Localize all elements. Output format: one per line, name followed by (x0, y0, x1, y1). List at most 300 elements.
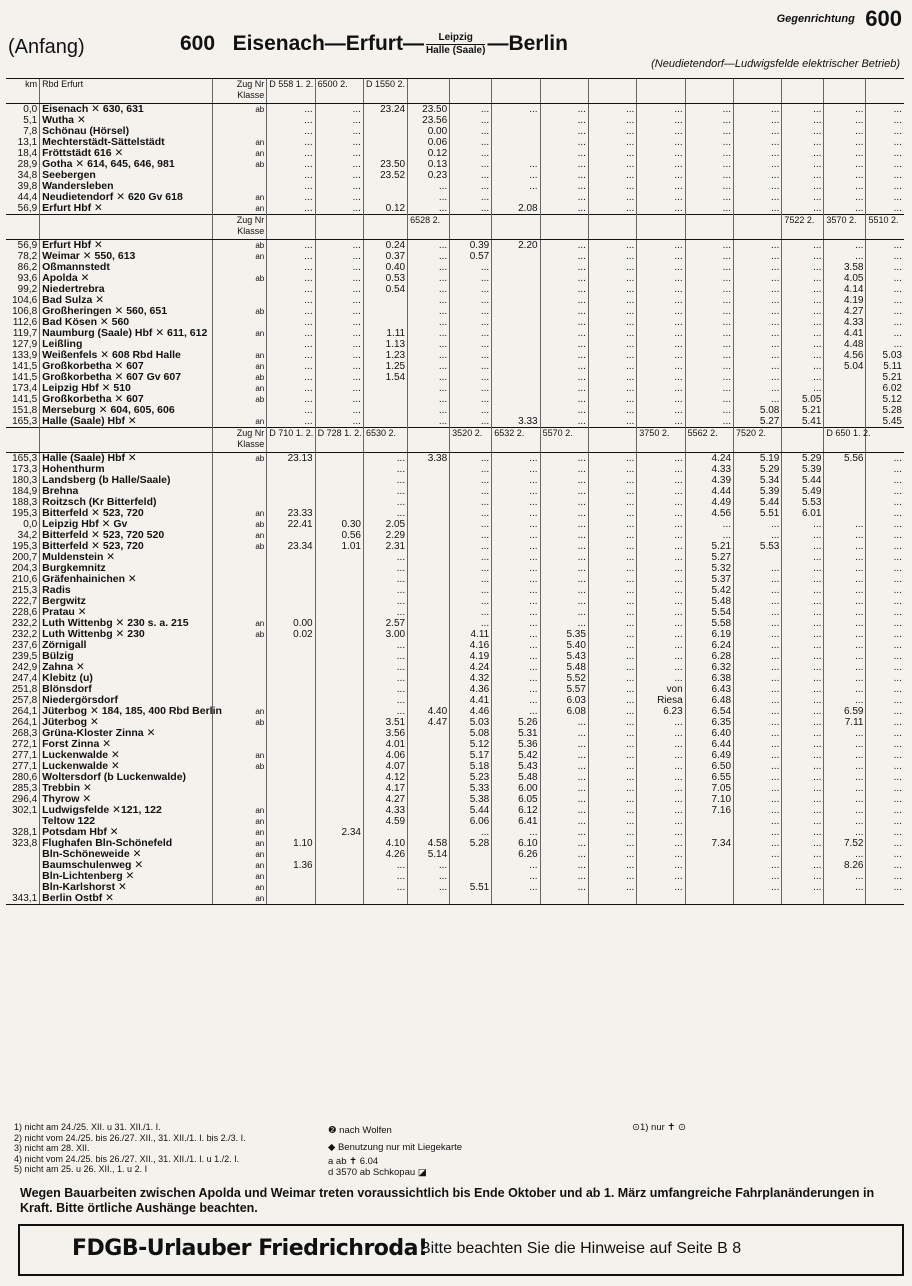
time-cell: ... (540, 574, 588, 585)
km-value: 268,3 (12, 728, 38, 739)
time-cell (824, 405, 866, 416)
time-cell: ... (408, 405, 450, 416)
time-cell (408, 794, 450, 805)
time-cell: ... (824, 126, 866, 137)
time-cell: ... (588, 372, 636, 383)
time-cell: 4.07 (363, 761, 407, 772)
time-cell: 6.01 (782, 508, 824, 519)
time-cell: ... (540, 541, 588, 552)
km-value: 232,2 (12, 618, 38, 629)
station-label: Hohenthurm (42, 463, 105, 475)
timetable-row (6, 203, 904, 215)
time-cell (267, 563, 315, 574)
station-label: Merseburg ✕ 604, 605, 606 (42, 404, 175, 416)
time-cell (363, 405, 407, 416)
km-value: 0,0 (23, 519, 38, 530)
time-cell (408, 816, 450, 827)
time-cell (408, 486, 450, 497)
time-cell: ... (734, 137, 782, 148)
time-cell: ... (637, 284, 685, 295)
time-cell: 7.52 (824, 838, 866, 849)
time-cell: ... (824, 871, 866, 882)
time-cell (824, 893, 866, 905)
time-cell (450, 849, 492, 860)
time-cell: 5.21 (685, 541, 733, 552)
time-cell: ... (866, 497, 904, 508)
time-cell: ... (866, 618, 904, 629)
km-value: 28,9 (17, 159, 38, 170)
time-cell: ... (540, 552, 588, 563)
time-cell: ... (540, 372, 588, 383)
time-cell: ... (782, 339, 824, 350)
time-cell: ... (540, 607, 588, 618)
arr-dep-marker: an (212, 871, 267, 882)
time-cell (267, 827, 315, 838)
time-cell: ... (492, 860, 540, 871)
time-cell: ... (824, 585, 866, 596)
arr-dep-marker (212, 772, 267, 783)
time-cell: ... (637, 607, 685, 618)
arr-dep-marker: ab (212, 240, 267, 252)
time-cell (315, 717, 363, 728)
arr-dep-marker (212, 284, 267, 295)
time-cell (492, 328, 540, 339)
time-cell: ... (734, 585, 782, 596)
time-cell: ... (315, 181, 363, 192)
time-cell (363, 317, 407, 328)
time-cell: von (637, 684, 685, 695)
time-cell: ... (637, 772, 685, 783)
time-cell: 5.37 (685, 574, 733, 585)
time-cell: ... (685, 284, 733, 295)
time-cell: ... (824, 794, 866, 805)
time-cell: ... (782, 372, 824, 383)
time-cell: ... (824, 849, 866, 860)
km-value: 242,9 (12, 662, 38, 673)
time-cell: ... (637, 262, 685, 273)
time-cell: 6.48 (685, 695, 733, 706)
time-cell: ... (267, 251, 315, 262)
time-cell: ... (588, 706, 636, 717)
time-cell: 4.41 (450, 695, 492, 706)
time-cell: 6.40 (685, 728, 733, 739)
time-cell: ... (637, 717, 685, 728)
time-cell: ... (824, 772, 866, 783)
km-value: 222,7 (12, 596, 38, 607)
km-value: 173,3 (12, 464, 38, 475)
time-cell: ... (866, 827, 904, 838)
time-cell: ... (734, 640, 782, 651)
time-cell: ... (734, 596, 782, 607)
time-cell: 4.48 (824, 339, 866, 350)
station-label: Roitzsch (Kr Bitterfeld) (42, 496, 157, 508)
arr-dep-marker (212, 596, 267, 607)
time-cell: 4.39 (685, 475, 733, 486)
time-cell: ... (588, 794, 636, 805)
timetable-row (6, 115, 904, 126)
time-cell: ... (866, 519, 904, 530)
time-cell: ... (866, 640, 904, 651)
time-cell: ... (637, 497, 685, 508)
time-cell (363, 827, 407, 838)
time-cell: ... (637, 416, 685, 428)
time-cell: ... (492, 486, 540, 497)
time-cell: 2.57 (363, 618, 407, 629)
station-label: Bergwitz (42, 595, 86, 607)
time-cell (315, 453, 363, 465)
time-cell: ... (637, 170, 685, 181)
time-cell: ... (734, 350, 782, 361)
train-number (540, 215, 588, 240)
time-cell (408, 618, 450, 629)
km-value: 141,5 (12, 372, 38, 383)
time-cell: ... (363, 684, 407, 695)
time-cell: ... (685, 530, 733, 541)
time-cell (408, 893, 450, 905)
time-cell: ... (782, 563, 824, 574)
time-cell: ... (685, 339, 733, 350)
time-cell: ... (824, 104, 866, 116)
time-cell: ... (588, 306, 636, 317)
time-cell: 1.54 (363, 372, 407, 383)
time-cell: ... (492, 104, 540, 116)
time-cell (408, 574, 450, 585)
time-cell: ... (540, 192, 588, 203)
timetable-row (6, 629, 904, 640)
time-cell: 4.46 (450, 706, 492, 717)
time-cell: ... (492, 519, 540, 530)
timetable-row (6, 684, 904, 695)
time-cell: ... (685, 306, 733, 317)
time-cell (267, 728, 315, 739)
train-number: 6530 2. (363, 428, 407, 453)
time-cell: 6.54 (685, 706, 733, 717)
time-cell: ... (824, 541, 866, 552)
time-cell: ... (588, 728, 636, 739)
time-cell: ... (866, 596, 904, 607)
time-cell: 7.05 (685, 783, 733, 794)
time-cell: ... (363, 673, 407, 684)
footnote: 3) nicht am 28. XII. (14, 1143, 90, 1153)
time-cell: ... (363, 706, 407, 717)
time-cell: ... (315, 361, 363, 372)
time-cell: ... (866, 192, 904, 203)
time-cell: ... (782, 541, 824, 552)
time-cell: ... (408, 203, 450, 215)
time-cell: 4.36 (450, 684, 492, 695)
time-cell: ... (782, 350, 824, 361)
legend (328, 1122, 462, 1178)
time-cell: ... (588, 104, 636, 116)
time-cell: ... (866, 541, 904, 552)
arr-dep-marker: an (212, 530, 267, 541)
km-value: 127,9 (12, 339, 38, 350)
time-cell: ... (450, 126, 492, 137)
time-cell: ... (315, 328, 363, 339)
timetable-row (6, 750, 904, 761)
time-cell: ... (824, 115, 866, 126)
km-value: 188,3 (12, 497, 38, 508)
time-cell: ... (450, 115, 492, 126)
timetable-row (6, 372, 904, 383)
arr-dep-marker: an (212, 618, 267, 629)
time-cell: ... (782, 203, 824, 215)
time-cell (267, 640, 315, 651)
km-value: 99,2 (17, 284, 38, 295)
station-label: Luckenwalde ✕ (42, 749, 120, 761)
time-cell: ... (685, 405, 733, 416)
time-cell: ... (637, 871, 685, 882)
time-cell: 0.53 (363, 273, 407, 284)
train-number (734, 79, 782, 104)
time-cell: ... (450, 486, 492, 497)
time-cell: ... (637, 618, 685, 629)
time-cell: ... (315, 273, 363, 284)
time-cell: 6.03 (540, 695, 588, 706)
time-cell: 6.24 (685, 640, 733, 651)
time-cell: ... (540, 181, 588, 192)
time-cell: ... (637, 383, 685, 394)
time-cell: 1.25 (363, 361, 407, 372)
time-cell: ... (450, 574, 492, 585)
time-cell: ... (408, 273, 450, 284)
time-cell: ... (734, 717, 782, 728)
time-cell: 5.32 (685, 563, 733, 574)
time-cell: ... (408, 416, 450, 428)
time-cell (267, 816, 315, 827)
time-cell: ... (588, 475, 636, 486)
time-cell (315, 783, 363, 794)
time-cell: ... (637, 126, 685, 137)
time-cell: ... (492, 662, 540, 673)
time-cell: ... (588, 695, 636, 706)
time-cell: ... (450, 607, 492, 618)
time-cell: ... (824, 607, 866, 618)
time-cell: 5.36 (492, 739, 540, 750)
time-cell: 4.58 (408, 838, 450, 849)
zug-klasse-header (212, 428, 267, 453)
time-cell (866, 893, 904, 905)
time-cell: ... (685, 416, 733, 428)
time-cell: ... (588, 651, 636, 662)
time-cell: ... (866, 706, 904, 717)
time-cell (408, 563, 450, 574)
time-cell: 4.26 (363, 849, 407, 860)
time-cell: ... (492, 695, 540, 706)
train-number: 5510 2. (866, 215, 904, 240)
time-cell: ... (315, 148, 363, 159)
time-cell (267, 893, 315, 905)
time-cell: 5.04 (824, 361, 866, 372)
time-cell: ... (685, 181, 733, 192)
time-cell: ... (637, 816, 685, 827)
time-cell: 4.01 (363, 739, 407, 750)
time-cell (492, 262, 540, 273)
km-value: 277,1 (12, 761, 38, 772)
time-cell: ... (734, 563, 782, 574)
time-cell: 1.10 (267, 838, 315, 849)
time-cell: ... (450, 519, 492, 530)
time-cell: ... (540, 148, 588, 159)
time-cell: ... (734, 115, 782, 126)
time-cell: ... (637, 651, 685, 662)
time-cell: ... (363, 662, 407, 673)
time-cell: ... (492, 464, 540, 475)
time-cell (267, 552, 315, 563)
time-cell: ... (540, 416, 588, 428)
time-cell: ... (588, 673, 636, 684)
time-cell: ... (450, 508, 492, 519)
time-cell: ... (734, 372, 782, 383)
time-cell (315, 508, 363, 519)
footnote: 1) nicht am 24./25. XII. u 31. XII./1. I. (14, 1122, 161, 1132)
time-cell: ... (685, 251, 733, 262)
time-cell: 4.33 (363, 805, 407, 816)
time-cell: ... (267, 416, 315, 428)
time-cell (315, 728, 363, 739)
arr-dep-marker (212, 662, 267, 673)
time-cell: 23.34 (267, 541, 315, 552)
time-cell: ... (588, 339, 636, 350)
time-cell: ... (824, 181, 866, 192)
timetable-row (6, 739, 904, 750)
time-cell: ... (408, 328, 450, 339)
time-cell: ... (782, 838, 824, 849)
time-cell: ... (782, 148, 824, 159)
time-cell: ... (685, 203, 733, 215)
time-cell: ... (540, 240, 588, 252)
timetable (6, 78, 904, 905)
arr-dep-marker: an (212, 251, 267, 262)
time-cell: ... (824, 684, 866, 695)
time-cell: ... (734, 728, 782, 739)
time-cell: ... (588, 750, 636, 761)
km-value: 195,3 (12, 541, 38, 552)
time-cell: ... (363, 585, 407, 596)
time-cell: 6.26 (492, 849, 540, 860)
time-cell: ... (363, 563, 407, 574)
train-number: 5562 2. (685, 428, 733, 453)
time-cell: ... (782, 574, 824, 585)
time-cell: ... (267, 148, 315, 159)
arr-dep-marker: an (212, 192, 267, 203)
time-cell: ... (540, 251, 588, 262)
time-cell: ... (588, 860, 636, 871)
station-label: Bitterfeld ✕ 523, 720 (42, 507, 144, 519)
time-cell: ... (540, 563, 588, 574)
time-cell: 5.52 (540, 673, 588, 684)
arr-dep-marker: an (212, 148, 267, 159)
time-cell: ... (685, 137, 733, 148)
time-cell: ... (408, 181, 450, 192)
time-cell: ... (492, 827, 540, 838)
train-number (824, 79, 866, 104)
time-cell (824, 475, 866, 486)
time-cell: ... (540, 618, 588, 629)
time-cell: ... (450, 137, 492, 148)
station-label: Großkorbetha ✕ 607 (42, 360, 144, 372)
time-cell: ... (492, 475, 540, 486)
time-cell: ... (450, 530, 492, 541)
km-value: 7,8 (23, 126, 38, 137)
time-cell: ... (734, 530, 782, 541)
zug-label: Zug Nr (236, 215, 265, 225)
time-cell: 5.05 (782, 394, 824, 405)
time-cell: 4.14 (824, 284, 866, 295)
title-fraction (426, 32, 485, 57)
time-cell: ... (866, 607, 904, 618)
station-label: Bln-Karlshorst ✕ (42, 881, 127, 893)
time-cell: 6.23 (637, 706, 685, 717)
time-cell: ... (588, 159, 636, 170)
time-cell: 4.59 (363, 816, 407, 827)
time-cell (267, 475, 315, 486)
arr-dep-marker (212, 651, 267, 662)
time-cell: ... (734, 673, 782, 684)
train-number (685, 79, 733, 104)
time-cell: ... (408, 383, 450, 394)
time-cell (315, 618, 363, 629)
time-cell: 6.50 (685, 761, 733, 772)
time-cell: ... (408, 262, 450, 273)
zug-label: Zug Nr (236, 428, 265, 438)
time-cell: ... (588, 181, 636, 192)
time-cell: ... (315, 306, 363, 317)
km-header (6, 428, 40, 453)
time-cell: ... (588, 192, 636, 203)
time-cell: ... (267, 115, 315, 126)
km-value: 34,8 (17, 170, 38, 181)
time-cell: 1.36 (267, 860, 315, 871)
arr-dep-marker: an (212, 706, 267, 717)
time-cell (408, 728, 450, 739)
time-cell: ... (267, 273, 315, 284)
time-cell: 7.16 (685, 805, 733, 816)
title-part-a: Eisenach—Erfurt— (232, 32, 424, 56)
arr-dep-marker (212, 739, 267, 750)
timetable-row (6, 405, 904, 416)
time-cell: ... (588, 361, 636, 372)
time-cell: ... (540, 475, 588, 486)
time-cell: 6.59 (824, 706, 866, 717)
time-cell: ... (782, 181, 824, 192)
arr-dep-marker: an (212, 849, 267, 860)
time-cell: ... (824, 629, 866, 640)
time-cell: ... (866, 115, 904, 126)
time-cell: ... (824, 662, 866, 673)
time-cell (408, 739, 450, 750)
time-cell: ... (363, 453, 407, 465)
time-cell: ... (824, 240, 866, 252)
time-cell (315, 871, 363, 882)
time-cell: ... (782, 860, 824, 871)
arr-dep-marker (212, 607, 267, 618)
time-cell: ... (637, 629, 685, 640)
time-cell: 4.16 (450, 640, 492, 651)
time-cell: ... (267, 317, 315, 328)
time-cell: ... (734, 192, 782, 203)
time-cell: 4.40 (408, 706, 450, 717)
time-cell: ... (782, 104, 824, 116)
time-cell: ... (866, 284, 904, 295)
time-cell: ... (540, 284, 588, 295)
km-value: 34,2 (17, 530, 38, 541)
time-cell: ... (734, 662, 782, 673)
train-number (782, 428, 824, 453)
time-cell: ... (782, 695, 824, 706)
time-cell: ... (824, 640, 866, 651)
km-value: 165,3 (12, 416, 38, 427)
